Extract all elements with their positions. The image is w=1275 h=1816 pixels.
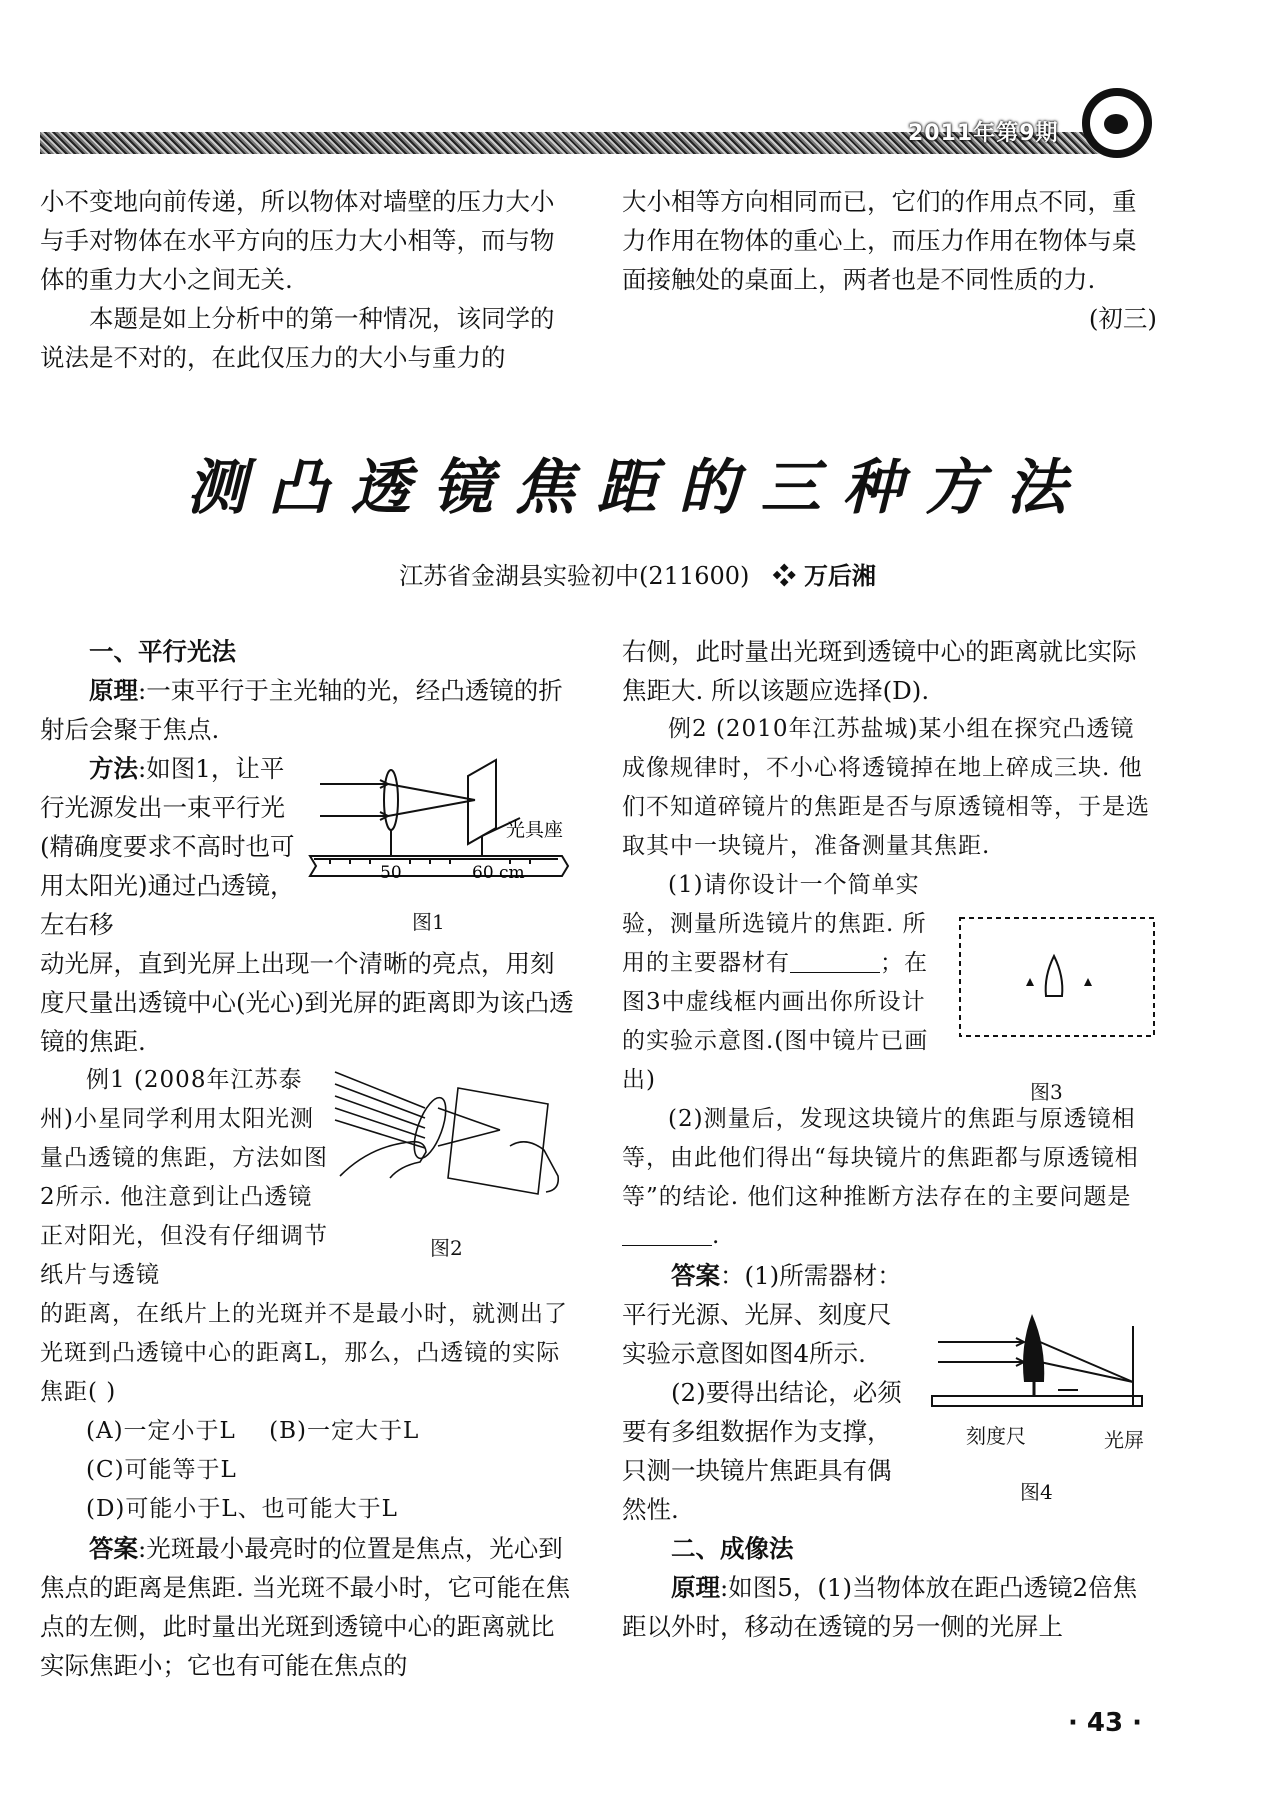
example2-intro: 例2 (2010年江苏盐城)某小组在探究凸透镜成像规律时，不小心将透镜掉在地上碎成三块. 他们不知道碎镜片的焦距是否与原透镜相等，于是选取其中一块镜片，准备测量其焦距.: [622, 716, 1150, 859]
principle1-label: 原理: [89, 676, 138, 705]
figure-2: [330, 1066, 575, 1198]
question1-text-b: ；在图3中虚线框内画出你所设计的实验示意图.(图中镜片已画出): [622, 950, 929, 1093]
answer2-text-1: ：(1)所需器材：平行光源、光屏、刻度尺 实验示意图如图4所示.: [622, 1261, 902, 1368]
right-column: [622, 632, 1157, 1646]
question1: [622, 866, 947, 1100]
options-ab: [40, 1412, 575, 1451]
principle1-text: :一束平行于主光轴的光，经凸透镜的折射后会聚于焦点.: [40, 676, 563, 744]
fig3-caption: 图3: [1030, 1080, 1063, 1104]
article-title: 测凸透镜焦距的三种方法: [186, 453, 1089, 523]
answer2-label: 答案: [671, 1261, 720, 1290]
example1-intro: 例1 (2008年江苏泰州)小星同学利用太阳光测量凸透镜的焦距，方法如图2所示. 他注意到让凸透镜正对阳光，但没有仔细调节纸片与透镜: [40, 1067, 328, 1288]
grade-label: (初三): [1088, 304, 1157, 333]
answer2-para: [622, 1256, 907, 1373]
affiliation: 江苏省金湖县实验初中(211600): [399, 562, 750, 590]
principle2-label: 原理: [671, 1573, 720, 1602]
question2: (2)测量后，发现这块镜片的焦距与原透镜相等，由此他们得出“每块镜片的焦距都与原透镜相等”的结论. 他们这种推断方法存在的主要问题是.: [622, 1106, 1139, 1249]
fig1-caption: 图1: [412, 910, 445, 934]
header-logo: [1082, 88, 1152, 158]
principle2-para: [622, 1568, 1157, 1646]
fig1-tick-50: 50: [380, 863, 402, 883]
example1-question: 的距离，在纸片上的光斑并不是最小时，就测出了光斑到凸透镜中心的距离L，那么，凸透镜的实际焦距( ): [40, 1301, 568, 1405]
option-d: (D)可能小于L、也可能大于L: [86, 1496, 398, 1522]
fig4-screen-label: 光屏: [1104, 1428, 1144, 1452]
question2-text: (2)测量后，发现这块镜片的焦距与原透镜相等，由此他们得出“每块镜片的焦距都与原透镜相等”的结论. 他们这种推断方法存在的主要问题是: [622, 1106, 1139, 1210]
section2-heading: 二、成像法: [671, 1534, 794, 1563]
fig1-label-base: 光具座: [506, 819, 564, 841]
option-c: (C)可能等于L: [86, 1457, 237, 1483]
top-right-para: 大小相等方向相同而已，它们的作用点不同，重力作用在物体的重心上，而压力作用在物体与桌面接触处的桌面上，两者也是不同性质的力.: [622, 187, 1137, 294]
method-label: 方法: [89, 754, 138, 783]
question1-text-a: (1)请你设计一个简单实验，测量所选镜片的焦距. 所用的主要器材有: [622, 872, 927, 976]
top-right-column: [622, 182, 1157, 338]
top-left-para-2: 本题是如上分析中的第一种情况，该同学的说法是不对的，在此仅压力的大小与重力的: [40, 304, 555, 372]
figure-4: [928, 1306, 1160, 1422]
figure-3: [958, 916, 1158, 1040]
fig2-caption: 图2: [430, 1236, 463, 1260]
answer1-text: :光斑最小最亮时的位置是焦点，光心到焦点的距离是焦距. 当光斑不最小时，它可能在焦点的左侧，此时量出光斑到透镜中心的距离就比实际焦距小；它也有可能在焦点的: [40, 1534, 571, 1680]
right-continuation: 右侧，此时量出光斑到透镜中心的距离就比实际焦距大. 所以该题应选择(D).: [622, 637, 1137, 705]
top-left-para-1: 小不变地向前传递，所以物体对墙壁的压力大小与手对物体在水平方向的压力大小相等，而与物体的重力大小之间无关.: [40, 187, 555, 294]
page-number: · 43 ·: [1068, 1708, 1143, 1738]
fig4-caption: 图4: [1020, 1480, 1053, 1504]
principle1-para: [40, 671, 575, 749]
option-a: (A)一定小于L: [86, 1418, 236, 1444]
answer1-label: 答案: [89, 1534, 138, 1563]
section1-heading: 一、平行光法: [89, 637, 236, 666]
figure-1: [300, 758, 570, 890]
author-mark-icon: ❖: [772, 562, 797, 590]
author: 万后湘: [803, 562, 876, 590]
method-text-1: :如图1，让平行光源发出一束平行光(精确度要求不高时也可用太阳光)通过凸透镜，左右移: [40, 754, 295, 939]
principle2-text: :如图5，(1)当物体放在距凸透镜2倍焦距以外时，移动在透镜的另一侧的光屏上: [622, 1573, 1138, 1641]
method-text-2: 动光屏，直到光屏上出现一个清晰的亮点，用刻度尺量出透镜中心(光心)到光屏的距离即为该凸透镜的焦距.: [40, 949, 574, 1056]
answer2-text-2: (2)要得出结论，必须要有多组数据作为支撑，只测一块镜片焦距具有偶然性.: [622, 1378, 902, 1524]
issue-label: 2011年第9期: [908, 121, 1059, 146]
fig4-ruler-label: 刻度尺: [966, 1424, 1026, 1448]
answer-blank-1[interactable]: [790, 949, 880, 973]
byline: [0, 556, 1275, 591]
top-left-column: [40, 182, 575, 377]
method-para: [40, 749, 295, 944]
option-b: (B)一定大于L: [269, 1418, 420, 1444]
fig1-tick-60: 60 cm: [472, 863, 525, 883]
answer-blank-2[interactable]: [622, 1222, 712, 1246]
answer1-para: [40, 1529, 575, 1685]
